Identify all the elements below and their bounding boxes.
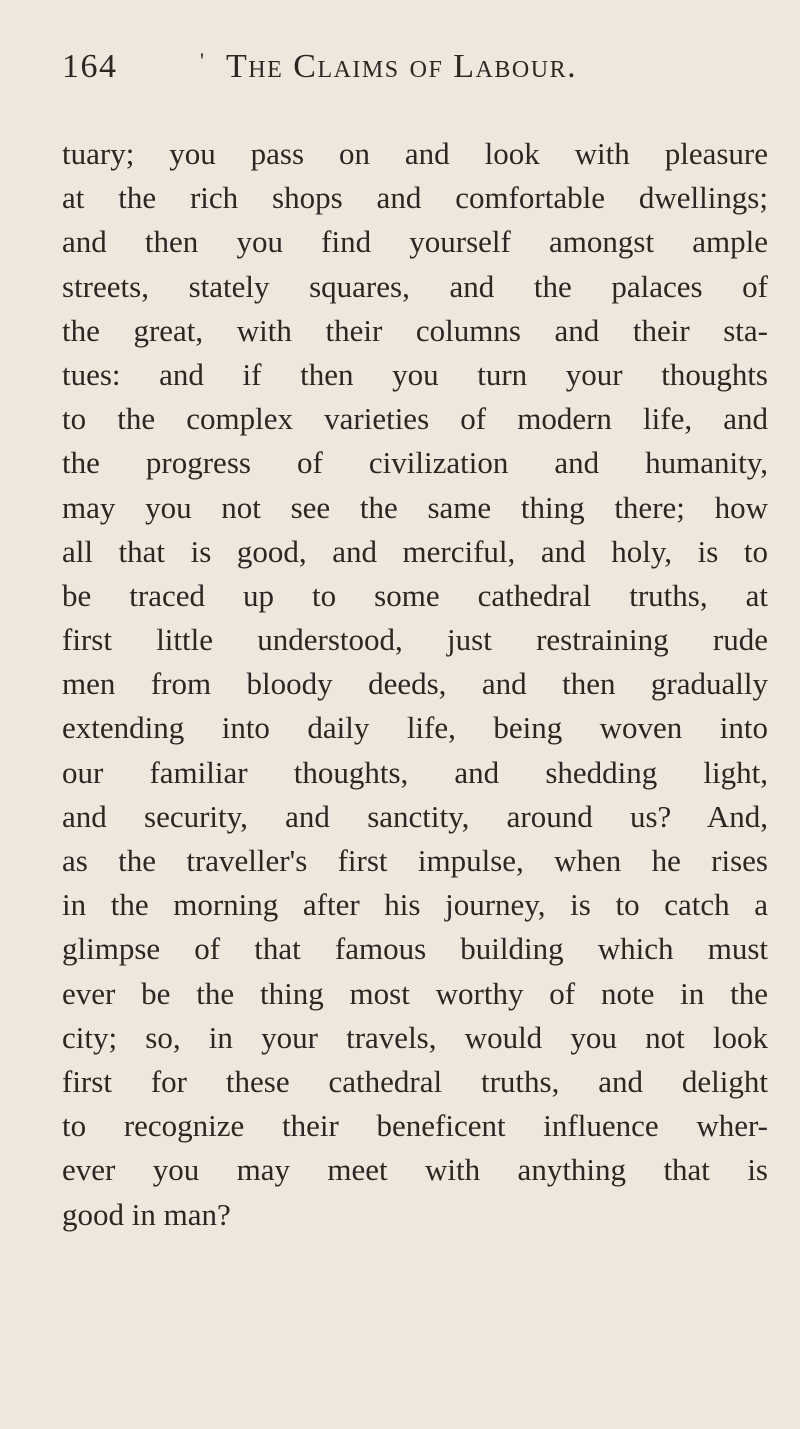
tick-mark: ' xyxy=(200,48,206,73)
text-line: first little understood, just restraining rude xyxy=(62,622,768,658)
text-line: to recognize their beneficent influence wher- xyxy=(62,1108,768,1144)
text-line: the great, with their columns and their sta- xyxy=(62,312,768,348)
text-line: and then you find yourself amongst ample xyxy=(62,224,768,260)
text-line: at the rich shops and comfortable dwellings; xyxy=(62,180,768,216)
text-line: and security, and sanctity, around us? And, xyxy=(62,798,768,834)
page-number: 164 xyxy=(62,48,118,85)
text-line: ever you may meet with anything that is xyxy=(62,1152,768,1188)
text-line: tues: and if then you turn your thoughts xyxy=(62,356,768,392)
text-line: as the traveller's first impulse, when he rises xyxy=(62,843,768,878)
text-line: the progress of civilization and humanity, xyxy=(62,445,768,481)
text-line: first for these cathedral truths, and delight xyxy=(62,1063,768,1099)
text-line: in the morning after his journey, is to catch a xyxy=(62,887,768,923)
text-line: our familiar thoughts, and shedding light, xyxy=(62,754,768,790)
page-header xyxy=(62,48,762,96)
text-line: streets, stately squares, and the palaces of xyxy=(62,268,768,304)
text-line: glimpse of that famous building which must xyxy=(62,931,768,967)
text-line: extending into daily life, being woven into xyxy=(62,710,768,746)
text-line: all that is good, and merciful, and holy, is to xyxy=(62,533,768,569)
running-head: The Claims of Labour. xyxy=(226,48,578,85)
text-line: tuary; you pass on and look with pleasure xyxy=(62,136,768,171)
text-line: to the complex varieties of modern life, and xyxy=(62,401,768,437)
text-line: may you not see the same thing there; how xyxy=(62,489,768,525)
text-line: good in man? xyxy=(62,1196,231,1232)
text-line: city; so, in your travels, would you not look xyxy=(62,1019,768,1055)
text-line: be traced up to some cathedral truths, at xyxy=(62,577,768,613)
body-text xyxy=(62,132,768,1237)
text-line: men from bloody deeds, and then gradually xyxy=(62,666,768,702)
text-line: ever be the thing most worthy of note in the xyxy=(62,975,768,1011)
